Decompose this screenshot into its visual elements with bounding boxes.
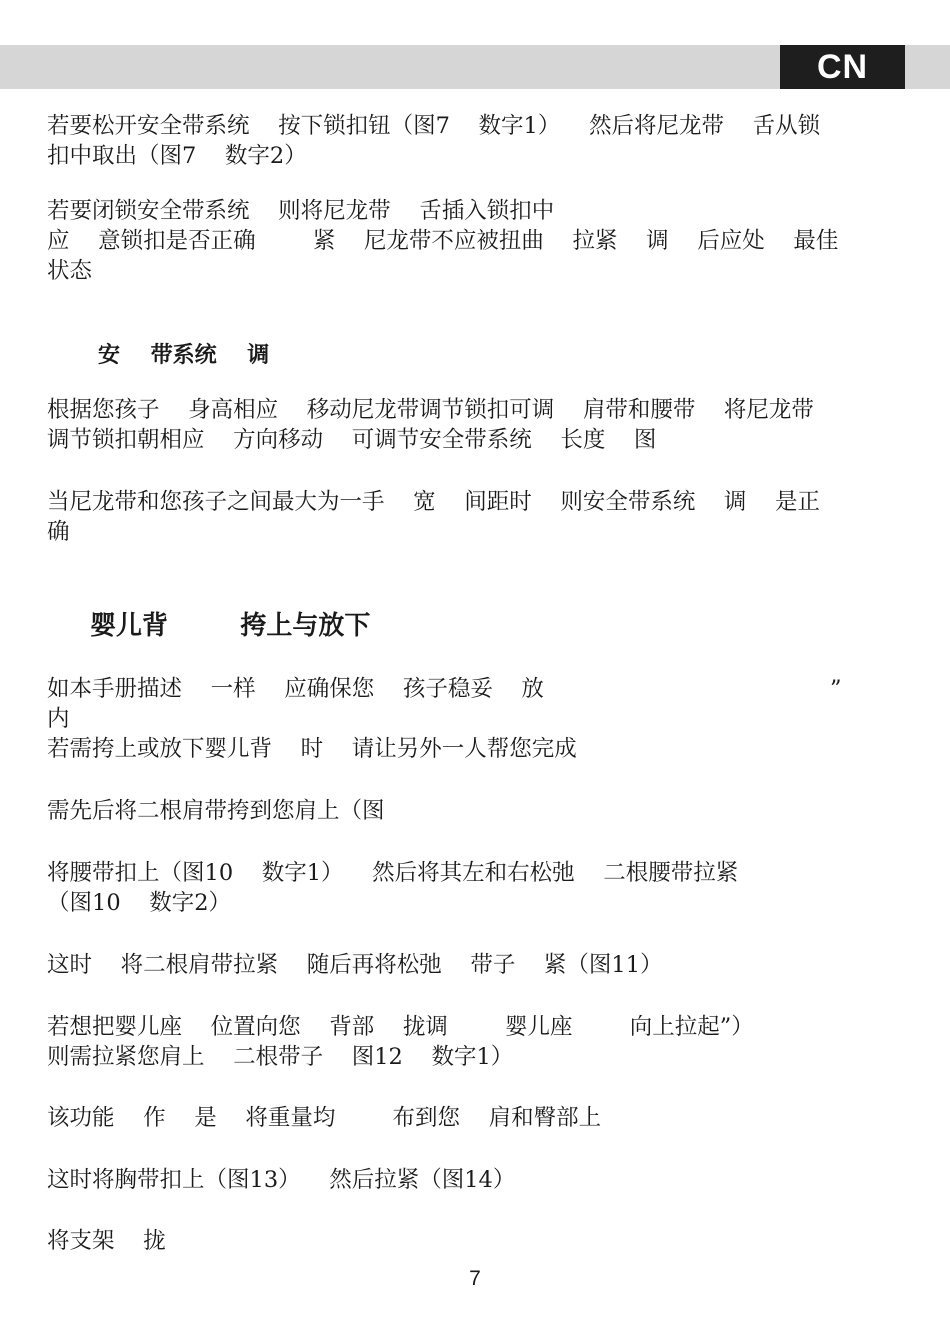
sub-heading-harness-adjust: 安 带系统 调 [98,343,270,368]
paragraph-close-buckle: 若要闭锁安全带系统 则将尼龙带 舌插入锁扣中 应 意锁扣是否正确 紧 尼龙带不应被扭曲 拉紧 调 后应处 最佳 状态 [47,198,839,284]
paragraph-waist-belt: 将腰带扣上（图10 数字1） 然后将其左和右松弛 二根腰带拉紧 （图10 数字2） [47,860,739,916]
paragraph-release-buckle: 若要松开安全带系统 按下锁扣钮（图7 数字1） 然后将尼龙带 舌从锁 扣中取出（图7 数字2） [47,113,821,169]
paragraph-weight-distribution: 该功能 作 是 将重量均 布到您 肩和臀部上 [47,1105,602,1131]
paragraph-shoulder-straps: 需先后将二根肩带挎到您肩上（图 [47,798,385,824]
paragraph-place-child: 如本手册描述 一样 应确保您 孩子稳妥 放 ” 内 若需挎上或放下婴儿背 时 请让另外一人帮您完成 [47,676,842,762]
paragraph-adjust-straps: 根据您孩子 身高相应 移动尼龙带调节锁扣可调 肩带和腰带 将尼龙带 调节锁扣朝相应 方向移动 可调节安全带系统 长度 图 [47,397,814,453]
page-number: 7 [469,1267,481,1290]
paragraph-fold-stand: 将支架 拢 [47,1228,166,1254]
paragraph-tighten-straps: 这时 将二根肩带拉紧 随后再将松弛 带子 紧（图11） [47,952,663,978]
paragraph-seat-position: 若想把婴儿座 位置向您 背部 拢调 婴儿座 向上拉起”） 则需拉紧您肩上 二根带子 图12 数字1） [47,1014,754,1070]
language-tab: CN [780,45,905,89]
paragraph-correct-fit: 当尼龙带和您孩子之间最大为一手 宽 间距时 则安全带系统 调 是正 确 [47,489,821,545]
paragraph-chest-strap: 这时将胸带扣上（图13） 然后拉紧（图14） [47,1167,516,1193]
section-heading-carrier: 婴儿背 挎上与放下 [90,611,371,641]
